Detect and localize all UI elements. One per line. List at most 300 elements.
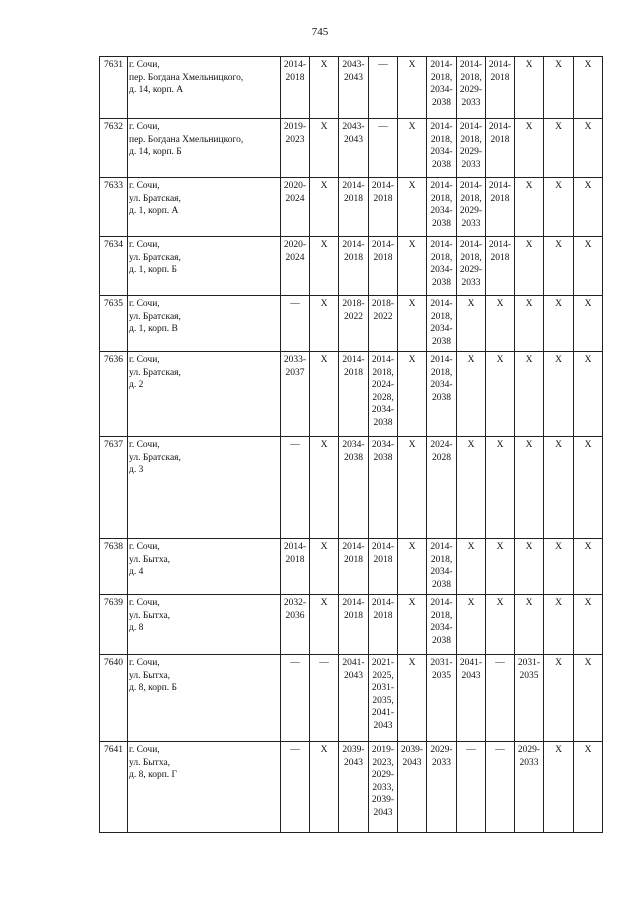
- period-value: 2028,: [372, 392, 394, 403]
- address-line: г. Сочи,: [129, 122, 160, 132]
- period-value: 2043: [461, 670, 481, 681]
- period-cell: [457, 595, 486, 655]
- period-cell: [339, 539, 369, 595]
- period-cell: [544, 57, 574, 119]
- period-value: 2022: [344, 311, 363, 322]
- period-value: 2018: [490, 193, 510, 204]
- period-cell: [310, 437, 339, 539]
- address-cell: [128, 296, 281, 352]
- row-number: 7631: [100, 57, 128, 119]
- period-value: 2033: [461, 218, 481, 229]
- period-value: —: [290, 299, 300, 309]
- period-value: 2034-: [430, 623, 453, 634]
- period-cell: [457, 655, 486, 742]
- period-value: 2029-: [459, 206, 483, 217]
- period-cell: [457, 352, 486, 437]
- period-value: 2018,: [460, 72, 482, 83]
- period-value: 2031-: [430, 658, 453, 668]
- period-value: X: [408, 542, 416, 552]
- period-value: 2018,: [430, 554, 453, 565]
- period-value: X: [525, 598, 533, 608]
- period-cell: [486, 119, 515, 178]
- period-cell: [369, 57, 398, 119]
- period-value: 2035,: [372, 695, 394, 706]
- period-value: X: [467, 598, 475, 608]
- period-value: 2014-: [488, 181, 512, 191]
- period-value: 2038: [373, 452, 393, 463]
- period-value: 2034-: [371, 440, 395, 450]
- period-value: 2033,: [372, 782, 394, 793]
- period-value: X: [320, 240, 328, 250]
- period-cell: [369, 237, 398, 296]
- period-value: 2034-: [371, 405, 395, 416]
- period-value: X: [408, 181, 416, 191]
- address-cell: [128, 595, 281, 655]
- period-cell: [515, 119, 544, 178]
- period-value: X: [525, 181, 533, 191]
- period-value: X: [408, 299, 416, 309]
- page-number: 745: [311, 26, 329, 38]
- period-cell: [574, 178, 603, 237]
- period-value: X: [467, 440, 475, 450]
- period-value: 2018,: [430, 311, 453, 322]
- address-line: д. 1, корп. В: [129, 324, 178, 335]
- period-cell: [544, 237, 574, 296]
- table-row: [100, 595, 603, 655]
- period-cell: [574, 57, 603, 119]
- period-value: 2029-: [459, 147, 483, 158]
- period-value: —: [290, 745, 300, 755]
- period-value: X: [496, 542, 504, 552]
- period-cell: [427, 539, 457, 595]
- period-value: 2043: [344, 134, 363, 145]
- period-value: 2039-: [342, 745, 365, 755]
- period-value: —: [495, 658, 505, 668]
- period-value: 2014-: [371, 355, 395, 365]
- period-cell: [369, 296, 398, 352]
- address-line: г. Сочи,: [129, 355, 160, 365]
- period-cell: [281, 178, 310, 237]
- row-number: 7636: [100, 352, 128, 437]
- period-cell: [574, 437, 603, 539]
- period-cell: [427, 178, 457, 237]
- period-value: —: [319, 658, 329, 668]
- period-cell: [310, 539, 339, 595]
- period-cell: [339, 595, 369, 655]
- period-value: 2039-: [371, 795, 395, 806]
- period-cell: [310, 178, 339, 237]
- period-value: X: [525, 122, 533, 132]
- period-value: X: [467, 355, 475, 365]
- period-cell: [515, 655, 544, 742]
- period-value: X: [584, 598, 592, 608]
- period-value: 2014-: [459, 60, 483, 70]
- address-line: г. Сочи,: [129, 598, 160, 608]
- address-line: ул. Братская,: [129, 452, 181, 463]
- period-value: 2039-: [400, 745, 424, 755]
- period-cell: [339, 655, 369, 742]
- address-line: ул. Бытха,: [129, 610, 171, 621]
- period-cell: [398, 595, 427, 655]
- period-value: 2029-: [459, 85, 483, 96]
- period-cell: [310, 352, 339, 437]
- period-value: X: [555, 181, 562, 191]
- period-cell: [427, 237, 457, 296]
- period-value: 2014-: [488, 240, 512, 250]
- period-value: 2034-: [342, 440, 365, 450]
- row-number: 7633: [100, 178, 128, 237]
- period-value: 2018,: [460, 252, 482, 263]
- period-value: —: [290, 440, 300, 450]
- address-line: г. Сочи,: [129, 745, 160, 755]
- period-cell: [515, 352, 544, 437]
- period-value: X: [555, 598, 562, 608]
- period-value: 2038: [432, 635, 451, 646]
- period-value: 2018: [344, 193, 363, 204]
- period-cell: [515, 539, 544, 595]
- period-cell: [369, 539, 398, 595]
- period-value: X: [555, 60, 562, 70]
- period-value: X: [320, 542, 328, 552]
- period-cell: [339, 437, 369, 539]
- period-value: —: [495, 745, 505, 755]
- period-value: X: [408, 598, 416, 608]
- period-value: X: [320, 355, 328, 365]
- period-value: 2014-: [459, 240, 483, 250]
- table-row: [100, 742, 603, 833]
- period-cell: [281, 237, 310, 296]
- address-line: д. 8, корп. Б: [129, 683, 178, 694]
- period-value: X: [408, 355, 416, 365]
- period-cell: [427, 57, 457, 119]
- period-cell: [457, 296, 486, 352]
- period-value: 2025,: [372, 670, 394, 681]
- period-value: —: [290, 658, 300, 668]
- period-value: 2018,: [430, 610, 453, 621]
- period-cell: [515, 57, 544, 119]
- period-cell: [574, 352, 603, 437]
- period-value: 2033: [461, 277, 481, 288]
- period-value: 2038: [432, 336, 451, 347]
- period-cell: [369, 352, 398, 437]
- period-value: X: [496, 440, 504, 450]
- period-value: 2021-: [371, 658, 395, 668]
- period-cell: [398, 742, 427, 833]
- address-cell: [128, 178, 281, 237]
- period-value: X: [525, 299, 533, 309]
- period-value: 2018: [285, 72, 305, 83]
- period-value: X: [496, 355, 504, 365]
- address-cell: [128, 539, 281, 595]
- period-cell: [310, 595, 339, 655]
- period-value: 2018,: [430, 252, 453, 263]
- period-value: 2041-: [371, 708, 395, 719]
- period-value: 2029-: [517, 745, 541, 755]
- period-cell: [339, 119, 369, 178]
- period-cell: [544, 352, 574, 437]
- period-value: —: [466, 745, 476, 755]
- period-value: 2018: [490, 134, 510, 145]
- period-cell: [310, 57, 339, 119]
- period-cell: [574, 296, 603, 352]
- period-value: 2043: [373, 720, 393, 731]
- period-cell: [398, 237, 427, 296]
- period-cell: [281, 742, 310, 833]
- period-cell: [310, 296, 339, 352]
- period-value: 2018,: [430, 193, 453, 204]
- period-cell: [457, 539, 486, 595]
- period-cell: [427, 296, 457, 352]
- period-cell: [339, 237, 369, 296]
- row-number: 7632: [100, 119, 128, 178]
- address-line: д. 8: [129, 623, 144, 634]
- period-cell: [515, 178, 544, 237]
- period-value: 2043-: [342, 122, 365, 132]
- period-cell: [310, 237, 339, 296]
- period-value: X: [525, 542, 533, 552]
- period-cell: [457, 57, 486, 119]
- period-value: X: [408, 440, 416, 450]
- period-value: 2029-: [459, 265, 483, 276]
- period-value: 2018: [344, 367, 363, 378]
- address-line: г. Сочи,: [129, 60, 160, 70]
- period-value: 2018: [373, 252, 393, 263]
- period-value: 2018,: [372, 367, 394, 378]
- period-value: X: [320, 181, 328, 191]
- period-value: X: [555, 440, 562, 450]
- period-cell: [369, 119, 398, 178]
- address-line: д. 1, корп. Б: [129, 265, 178, 276]
- period-value: 2018: [373, 193, 393, 204]
- period-cell: [281, 595, 310, 655]
- address-line: ул. Бытха,: [129, 757, 171, 768]
- period-value: 2034-: [430, 85, 453, 96]
- period-cell: [515, 595, 544, 655]
- period-cell: [486, 655, 515, 742]
- table-row: [100, 178, 603, 237]
- period-cell: [398, 437, 427, 539]
- address-line: г. Сочи,: [129, 240, 160, 250]
- period-value: 2024: [285, 193, 305, 204]
- period-value: 2043-: [342, 60, 365, 70]
- address-cell: [128, 237, 281, 296]
- period-value: 2019-: [283, 122, 307, 132]
- period-value: 2034-: [430, 324, 453, 335]
- period-value: 2038: [432, 159, 451, 170]
- period-value: 2014-: [430, 299, 453, 309]
- period-value: X: [555, 542, 562, 552]
- period-value: 2022: [373, 311, 393, 322]
- address-line: пер. Богдана Хмельницкого,: [129, 134, 244, 145]
- address-cell: [128, 57, 281, 119]
- period-value: X: [320, 598, 328, 608]
- period-cell: [398, 119, 427, 178]
- period-value: 2043: [373, 807, 393, 818]
- period-value: 2014-: [459, 181, 483, 191]
- period-value: X: [496, 299, 504, 309]
- period-value: 2014-: [342, 240, 365, 250]
- period-cell: [486, 742, 515, 833]
- period-value: 2014-: [371, 542, 395, 552]
- register-table: [99, 56, 603, 833]
- period-value: 2036: [285, 610, 305, 621]
- period-cell: [486, 57, 515, 119]
- period-cell: [515, 742, 544, 833]
- address-line: ул. Братская,: [129, 252, 181, 263]
- period-value: 2014-: [430, 122, 453, 132]
- period-value: X: [555, 745, 562, 755]
- period-value: 2033: [461, 159, 481, 170]
- period-cell: [427, 119, 457, 178]
- period-value: 2023,: [372, 757, 394, 768]
- period-value: 2014-: [430, 240, 453, 250]
- period-cell: [515, 296, 544, 352]
- address-cell: [128, 655, 281, 742]
- period-value: X: [408, 240, 416, 250]
- period-cell: [486, 352, 515, 437]
- period-value: 2038: [432, 579, 451, 590]
- period-cell: [486, 178, 515, 237]
- period-value: 2018: [490, 252, 510, 263]
- period-value: 2031-: [517, 658, 541, 668]
- period-value: 2018: [344, 610, 363, 621]
- period-cell: [398, 296, 427, 352]
- period-value: 2018: [344, 252, 363, 263]
- period-value: 2014-: [488, 122, 512, 132]
- period-value: 2035: [519, 670, 539, 681]
- period-cell: [457, 742, 486, 833]
- period-value: X: [467, 542, 475, 552]
- period-value: X: [555, 299, 562, 309]
- period-value: 2034-: [430, 380, 453, 391]
- period-cell: [369, 437, 398, 539]
- period-value: 2014-: [371, 181, 395, 191]
- period-cell: [398, 655, 427, 742]
- address-cell: [128, 437, 281, 539]
- address-line: г. Сочи,: [129, 181, 160, 191]
- period-cell: [515, 237, 544, 296]
- period-value: X: [525, 60, 533, 70]
- period-value: 2034-: [430, 567, 453, 578]
- period-cell: [457, 237, 486, 296]
- period-cell: [398, 352, 427, 437]
- period-cell: [281, 296, 310, 352]
- period-cell: [486, 237, 515, 296]
- period-value: X: [467, 299, 475, 309]
- period-value: 2024: [285, 252, 305, 263]
- address-line: ул. Братская,: [129, 367, 181, 378]
- period-value: 2043: [344, 757, 363, 768]
- address-line: д. 1, корп. А: [129, 206, 179, 217]
- period-value: 2033: [432, 757, 451, 768]
- row-number: 7640: [100, 655, 128, 742]
- period-value: 2038: [432, 277, 451, 288]
- address-line: г. Сочи,: [129, 299, 160, 309]
- period-value: 2018: [490, 72, 510, 83]
- period-value: X: [584, 542, 592, 552]
- address-line: пер. Богдана Хмельницкого,: [129, 72, 244, 83]
- period-cell: [281, 119, 310, 178]
- period-value: 2018-: [371, 299, 395, 309]
- period-cell: [281, 437, 310, 539]
- period-value: X: [555, 658, 562, 668]
- period-value: 2038: [344, 452, 363, 463]
- period-value: 2033: [519, 757, 539, 768]
- period-value: 2038: [432, 392, 451, 403]
- row-number: 7635: [100, 296, 128, 352]
- address-line: г. Сочи,: [129, 440, 160, 450]
- period-value: 2037: [285, 367, 305, 378]
- period-value: 2034-: [430, 206, 453, 217]
- period-value: 2038: [432, 97, 451, 108]
- period-value: —: [378, 122, 388, 132]
- period-value: 2014-: [283, 60, 307, 70]
- period-value: —: [378, 60, 388, 70]
- period-value: 2014-: [430, 60, 453, 70]
- period-value: 2018: [373, 554, 393, 565]
- period-value: 2018,: [460, 193, 482, 204]
- period-cell: [281, 352, 310, 437]
- period-cell: [457, 119, 486, 178]
- period-value: 2043: [402, 757, 422, 768]
- period-value: X: [320, 122, 328, 132]
- period-cell: [544, 742, 574, 833]
- row-number: 7634: [100, 237, 128, 296]
- period-value: 2018,: [430, 72, 453, 83]
- table-row: [100, 119, 603, 178]
- period-cell: [427, 595, 457, 655]
- period-value: 2018,: [460, 134, 482, 145]
- period-value: 2034-: [430, 147, 453, 158]
- period-value: X: [584, 122, 592, 132]
- period-value: X: [555, 240, 562, 250]
- address-line: д. 14, корп. А: [129, 85, 184, 96]
- period-cell: [310, 742, 339, 833]
- period-cell: [574, 655, 603, 742]
- period-value: 2014-: [430, 181, 453, 191]
- address-cell: [128, 742, 281, 833]
- address-line: д. 14, корп. Б: [129, 147, 182, 158]
- period-value: 2014-: [430, 598, 453, 608]
- period-cell: [427, 742, 457, 833]
- period-cell: [574, 742, 603, 833]
- period-value: 2035: [432, 670, 451, 681]
- address-line: д. 3: [129, 465, 144, 476]
- period-value: 2041-: [342, 658, 365, 668]
- period-value: X: [584, 745, 592, 755]
- period-value: 2029-: [371, 770, 395, 781]
- address-line: д. 4: [129, 567, 144, 578]
- period-value: 2014-: [488, 60, 512, 70]
- period-value: X: [320, 440, 328, 450]
- period-cell: [544, 296, 574, 352]
- period-cell: [574, 595, 603, 655]
- period-value: 2014-: [371, 598, 395, 608]
- period-value: 2041-: [459, 658, 483, 668]
- period-value: 2043: [344, 670, 363, 681]
- address-line: ул. Братская,: [129, 311, 181, 322]
- period-value: 2014-: [430, 355, 453, 365]
- period-cell: [369, 178, 398, 237]
- period-cell: [427, 352, 457, 437]
- period-cell: [369, 742, 398, 833]
- period-value: 2038: [373, 417, 393, 428]
- period-cell: [544, 539, 574, 595]
- period-cell: [457, 178, 486, 237]
- address-line: д. 8, корп. Г: [129, 770, 178, 781]
- period-value: X: [320, 299, 328, 309]
- period-value: X: [496, 598, 504, 608]
